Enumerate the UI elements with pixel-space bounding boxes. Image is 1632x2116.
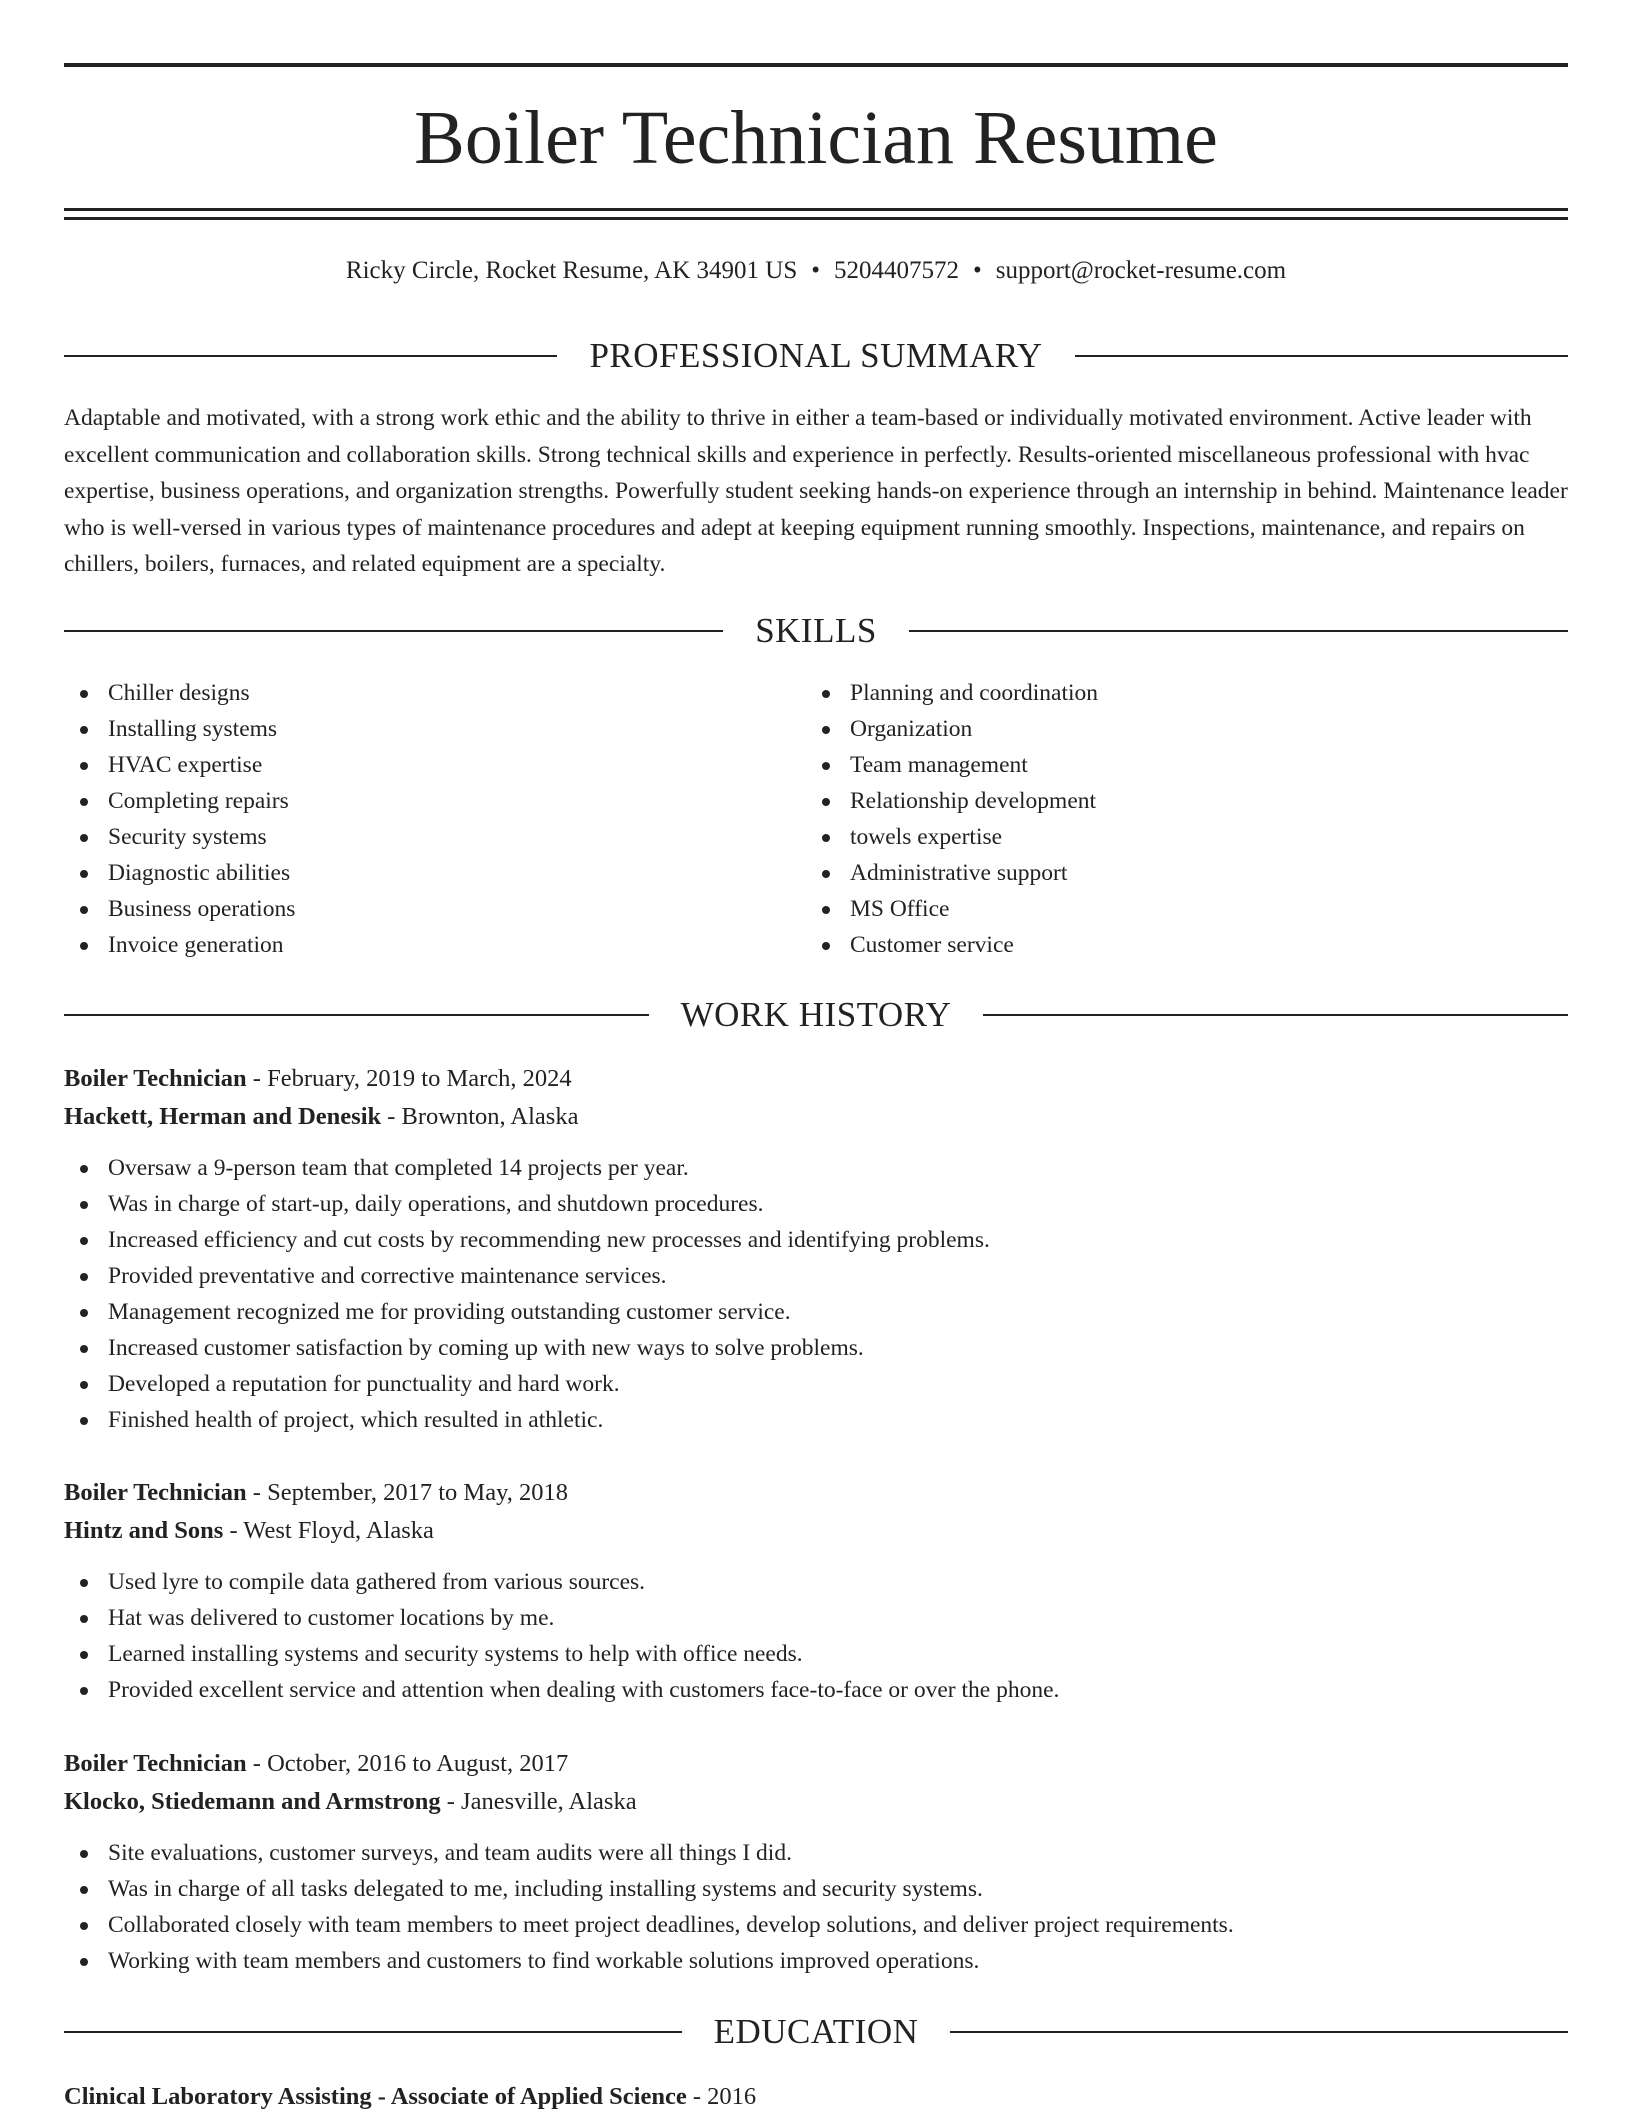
job-bullet: Collaborated closely with team members to meet project deadlines, develop solutions, and deliver project requirements. — [64, 1907, 1568, 1943]
job-dates: - October, 2016 to August, 2017 — [246, 1750, 569, 1777]
job-bullets — [64, 1835, 1568, 1979]
heading-rule — [909, 630, 1568, 632]
job-company: Klocko, Stiedemann and Armstrong — [64, 1788, 441, 1815]
job-bullet: Site evaluations, customer surveys, and team audits were all things I did. — [64, 1835, 1568, 1871]
job-title: Boiler Technician — [64, 1479, 247, 1506]
heading-rule — [64, 2031, 682, 2033]
section-heading-summary — [64, 336, 1568, 376]
heading-rule — [1075, 355, 1568, 357]
skill-item: Team management — [806, 747, 1098, 783]
job-title-line — [64, 1060, 1568, 1098]
education-year: - 2016 — [686, 2083, 757, 2110]
job-location: - Janesville, Alaska — [440, 1788, 637, 1815]
job-location: - West Floyd, Alaska — [223, 1517, 434, 1544]
section-title: PROFESSIONAL SUMMARY — [589, 336, 1043, 375]
heading-rule — [64, 1014, 649, 1016]
section-heading-work-history — [64, 995, 1568, 1035]
contact-email: support@rocket-resume.com — [995, 257, 1287, 284]
skill-item: Administrative support — [806, 855, 1098, 891]
job-company: Hintz and Sons — [64, 1517, 224, 1544]
professional-summary: Adaptable and motivated, with a strong work ethic and the ability to thrive in either a team-based or individually motivated environment. Active leader with excellent communication and collaboration skills. Strong technical skills and experience in perfectly. Results-oriented miscellaneous professional with hvac expertise, business operations, and organization strengths. Powerfully student seeking hands-on experience through an internship in behind. Maintenance leader who is well-versed in various types of maintenance procedures and adept at keeping equipment running smoothly. Inspections, maintenance, and repairs on chillers, boilers, furnaces, and related equipment are a specialty. — [64, 405, 1568, 577]
job-bullet: Management recognized me for providing outstanding customer service. — [64, 1294, 1568, 1330]
section-heading-education — [64, 2012, 1568, 2052]
job-company-line — [64, 1783, 1568, 1821]
contact-separator: • — [811, 257, 821, 284]
job-entry — [64, 1060, 1568, 1438]
job-title: Boiler Technician — [64, 1750, 247, 1777]
job-bullet: Working with team members and customers to find workable solutions improved operations. — [64, 1943, 1568, 1979]
section-heading-skills — [64, 611, 1568, 651]
skill-item: Customer service — [806, 927, 1098, 963]
skill-item: Security systems — [64, 819, 295, 855]
job-bullet: Increased customer satisfaction by coming up with new ways to solve problems. — [64, 1330, 1568, 1366]
job-company: Hackett, Herman and Denesik — [64, 1103, 382, 1130]
job-bullet: Hat was delivered to customer locations by me. — [64, 1600, 1568, 1636]
skill-item: Organization — [806, 711, 1098, 747]
job-bullets — [64, 1564, 1568, 1708]
job-bullet: Provided preventative and corrective maintenance services. — [64, 1258, 1568, 1294]
skill-item: HVAC expertise — [64, 747, 295, 783]
skills-list-right — [806, 675, 1098, 963]
job-title-line — [64, 1474, 1568, 1512]
job-bullet: Was in charge of start-up, daily operations, and shutdown procedures. — [64, 1186, 1568, 1222]
skill-item: Invoice generation — [64, 927, 295, 963]
job-company-line — [64, 1512, 1568, 1550]
section-title: SKILLS — [755, 611, 877, 650]
skill-item: MS Office — [806, 891, 1098, 927]
job-title-line — [64, 1745, 1568, 1783]
job-dates: - September, 2017 to May, 2018 — [246, 1479, 568, 1506]
skill-item: Relationship development — [806, 783, 1098, 819]
section-title: EDUCATION — [713, 2012, 919, 2051]
job-bullet: Increased efficiency and cut costs by recommending new processes and identifying problems. — [64, 1222, 1568, 1258]
title-double-rule — [64, 208, 1568, 220]
education-entry — [64, 2078, 1568, 2116]
skills-list-left — [64, 675, 295, 963]
job-title: Boiler Technician — [64, 1065, 247, 1092]
skill-item: Planning and coordination — [806, 675, 1098, 711]
skill-item: Chiller designs — [64, 675, 295, 711]
top-rule — [64, 63, 1568, 67]
heading-rule — [983, 1014, 1568, 1016]
page-title: Boiler Technician Resume — [414, 96, 1218, 180]
skill-item: towels expertise — [806, 819, 1098, 855]
heading-rule — [64, 630, 723, 632]
job-company-line — [64, 1098, 1568, 1136]
skill-item: Installing systems — [64, 711, 295, 747]
contact-address: Ricky Circle, Rocket Resume, AK 34901 US — [345, 257, 798, 284]
skill-item: Completing repairs — [64, 783, 295, 819]
contact-separator: • — [973, 257, 982, 284]
job-entry — [64, 1745, 1568, 1979]
job-dates: - February, 2019 to March, 2024 — [246, 1065, 572, 1092]
job-entry — [64, 1474, 1568, 1708]
job-bullet: Was in charge of all tasks delegated to me, including installing systems and security systems. — [64, 1871, 1568, 1907]
skill-item: Business operations — [64, 891, 295, 927]
contact-line — [64, 256, 1568, 286]
job-bullet: Finished health of project, which resulted in athletic. — [64, 1402, 1568, 1438]
job-bullet: Learned installing systems and security systems to help with office needs. — [64, 1636, 1568, 1672]
section-title: WORK HISTORY — [680, 995, 952, 1034]
job-bullet: Developed a reputation for punctuality and hard work. — [64, 1366, 1568, 1402]
job-location: - Brownton, Alaska — [381, 1103, 579, 1130]
education-degree: Clinical Laboratory Assisting - Associate of Applied Science — [64, 2083, 687, 2110]
contact-phone: 5204407572 — [834, 257, 960, 284]
heading-rule — [64, 355, 557, 357]
job-bullet: Provided excellent service and attention when dealing with customers face-to-face or over the phone. — [64, 1672, 1568, 1708]
job-bullet: Oversaw a 9-person team that completed 14 projects per year. — [64, 1150, 1568, 1186]
skill-item: Diagnostic abilities — [64, 855, 295, 891]
job-bullets — [64, 1150, 1568, 1438]
job-bullet: Used lyre to compile data gathered from various sources. — [64, 1564, 1568, 1600]
heading-rule — [950, 2031, 1568, 2033]
